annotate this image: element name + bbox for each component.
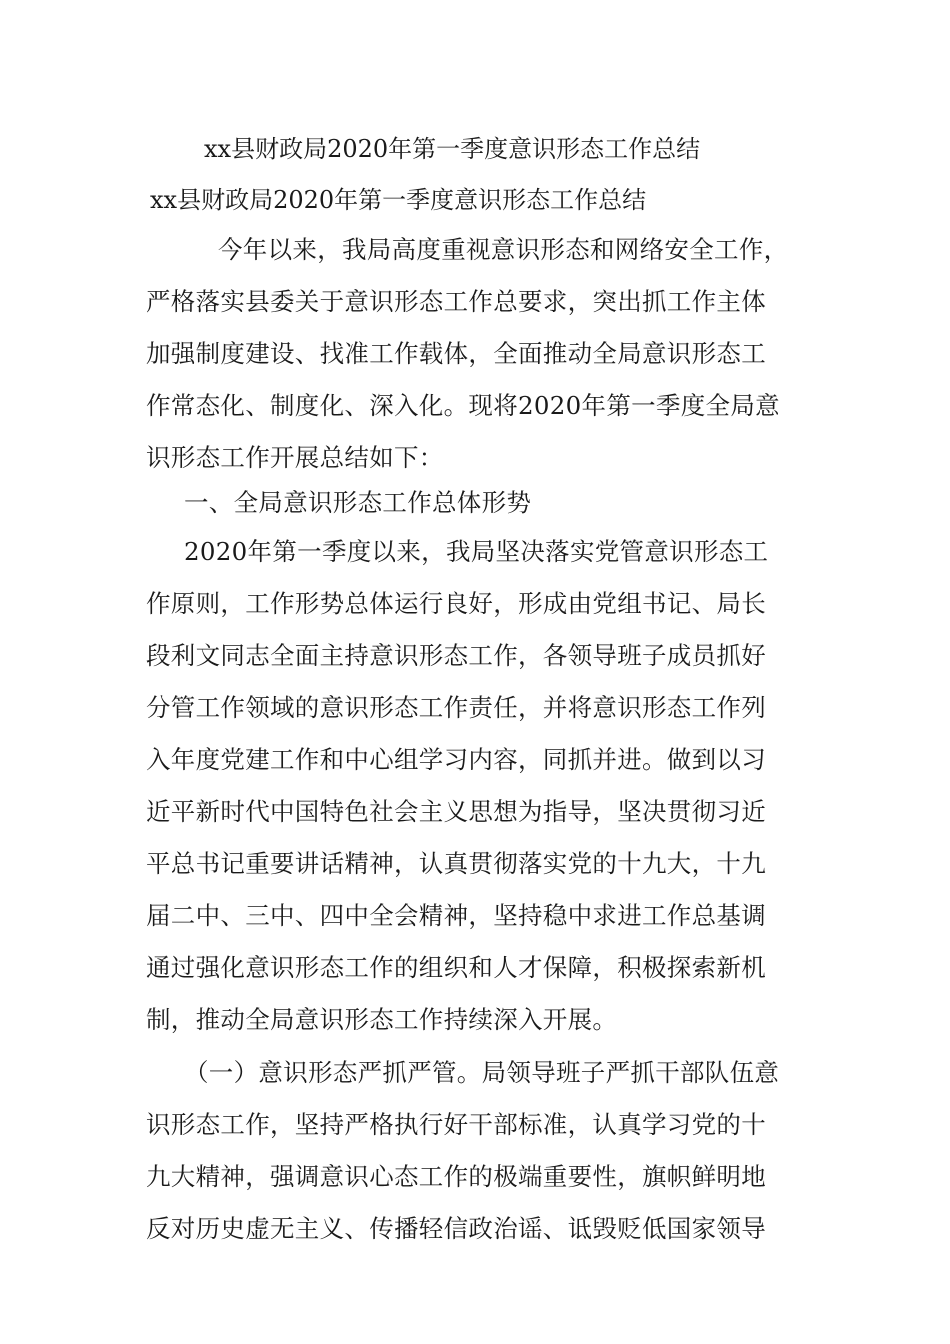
section-line: 平总书记重要讲话精神，认真贯彻落实党的十九大，十九 [146, 849, 766, 878]
subsection-line: 反对历史虚无主义、传播轻信政治谣、诋毁贬低国家领导 [146, 1214, 766, 1243]
section-line: 届二中、三中、四中全会精神，坚持稳中求进工作总基调 [146, 901, 766, 930]
section-line: 近平新时代中国特色社会主义思想为指导，坚决贯彻习近 [146, 797, 766, 826]
section-line: 2020年第一季度以来，我局坚决落实党管意识形态工 [184, 537, 769, 566]
section-line: 入年度党建工作和中心组学习内容，同抓并进。做到以习 [146, 745, 766, 774]
intro-line: 今年以来，我局高度重视意识形态和网络安全工作， [218, 235, 789, 264]
section-line: 制，推动全局意识形态工作持续深入开展。 [146, 1005, 618, 1034]
subsection-line: 识形态工作，坚持严格执行好干部标准，认真学习党的十 [146, 1110, 766, 1139]
section-heading: 一、全局意识形态工作总体形势 [184, 488, 532, 517]
section-line: 段利文同志全面主持意识形态工作，各领导班子成员抓好 [146, 641, 766, 670]
intro-line: 作常态化、制度化、深入化。现将2020年第一季度全局意 [146, 391, 780, 420]
intro-line: 加强制度建设、找准工作载体，全面推动全局意识形态工 [146, 339, 766, 368]
section-line: 通过强化意识形态工作的组织和人才保障，积极探索新机 [146, 953, 766, 982]
subsection-line: 九大精神，强调意识心态工作的极端重要性，旗帜鲜明地 [146, 1162, 766, 1191]
intro-line: 严格落实县委关于意识形态工作总要求，突出抓工作主体 [146, 287, 766, 316]
intro-line: 识形态工作开展总结如下： [146, 443, 444, 472]
subsection-line: （一）意识形态严抓严管。局领导班子严抓干部队伍意 [184, 1058, 780, 1087]
section-line: 分管工作领域的意识形态工作责任，并将意识形态工作列 [146, 693, 766, 722]
document-title: xx县财政局2020年第一季度意识形态工作总结 [204, 135, 701, 163]
document-subtitle: xx县财政局2020年第一季度意识形态工作总结 [150, 186, 647, 214]
section-line: 作原则，工作形势总体运行良好，形成由党组书记、局长 [146, 589, 766, 618]
